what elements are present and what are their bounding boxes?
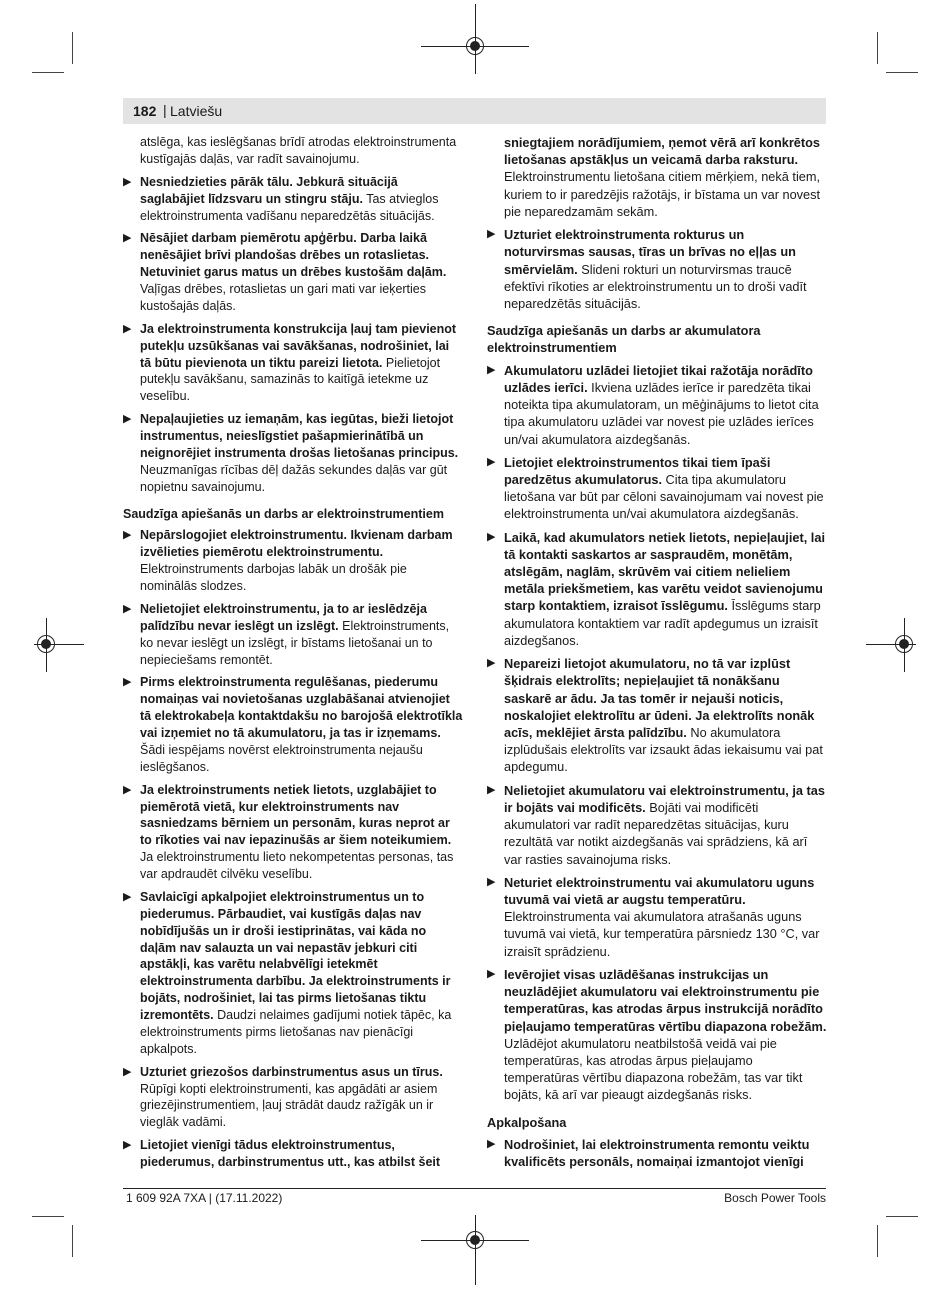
registration-line <box>475 1215 476 1285</box>
bullet-arrow-icon: ▶ <box>123 529 132 542</box>
list-item <box>487 362 827 448</box>
bullet-arrow-icon: ▶ <box>487 1137 496 1150</box>
item-text: Ikviena uzlādes ierīce ir paredzēta tikai noteikta tipa akumulatoram, un mēģinājums to lietot cita tipa akumulatoru uzlādei var novest pie uzlādes ierīces un/vai akumulatora aizdegšanās. <box>504 379 819 447</box>
item-text: Bojāti vai modificēti akumulatori var radīt neparedzētas situācijas, kuru rezultātā var notikt aizdegšanās vai sprādziens, kā arī var rasties savainojuma risks. <box>504 799 808 867</box>
list-item <box>123 174 463 225</box>
item-text: Elektroinstrumenta vai akumulatora atrašanās uguns tuvumā vai vietā, kur temperatūra pārsniedz 130 °C, var izraisīt sprādzienu. <box>504 909 820 959</box>
crop-mark <box>32 72 64 73</box>
left-column <box>123 134 463 1177</box>
header-language: Latviešu <box>170 103 223 119</box>
bullet-arrow-icon: ▶ <box>487 875 496 888</box>
item-text: Neuzmanīgas rīcības dēļ dažās sekundes daļās var gūt nopietnu savainojumu. <box>140 462 448 494</box>
crop-mark <box>886 72 918 73</box>
bullet-arrow-icon: ▶ <box>123 890 132 903</box>
item-bold-text: Uzturiet griezošos darbinstrumentus asus un tīrus. <box>140 1064 443 1079</box>
list-item <box>123 321 463 405</box>
item-bold-text: Lietojiet elektroinstrumentos tikai tiem īpaši paredzētus akumulatorus. <box>504 454 771 487</box>
bullet-arrow-icon: ▶ <box>123 175 132 188</box>
crop-mark <box>877 1225 878 1257</box>
item-bold-text: Akumulatoru uzlādei lietojiet tikai ražotāja norādīto uzlādes ierīci. <box>504 362 813 395</box>
item-bold-text: Neturiet elektroinstrumentu vai akumulatoru uguns tuvumā vai vietā ar augstu temperatūru. <box>504 874 815 907</box>
list-item <box>123 782 463 883</box>
list-item <box>123 601 463 669</box>
item-text: Pielietojot putekļu savākšanu, samazinās to kaitīgā ietekme uz veselību. <box>140 355 441 404</box>
safety-list <box>487 226 827 312</box>
item-bold-text: Nepaļaujieties uz iemaņām, kas iegūtas, bieži lietojot instrumentus, neieslīgstiet pašapmierinātībā un neignorējiet instrumenta drošas lietošanas principus. <box>140 412 459 460</box>
bullet-arrow-icon: ▶ <box>123 602 132 615</box>
bullet-arrow-icon: ▶ <box>487 657 496 670</box>
bullet-arrow-icon: ▶ <box>123 1065 132 1078</box>
bullet-arrow-icon: ▶ <box>123 1139 132 1152</box>
brand-name: Bosch Power Tools <box>724 1191 826 1205</box>
item-text: Daudzi nelaimes gadījumi notiek tāpēc, ka elektroinstruments pirms lietošanas nav pienācīgi apkalpots. <box>140 1008 452 1056</box>
item-bold-text: Nēsājiet darbam piemērotu apģērbu. Darba laikā nenēsājiet brīvi plandošas drēbes un rotaslietas. Netuviniet garus matus un drēbes kustošām daļām. <box>140 231 447 280</box>
list-item <box>487 454 827 523</box>
continued-paragraph <box>504 134 827 220</box>
list-item <box>123 674 463 775</box>
item-text: Elektroinstruments, ko nevar ieslēgt un izslēgt, ir bīstams lietošanai un to nepieciešams remontēt. <box>140 618 450 667</box>
item-text: Ja elektroinstrumentu lieto nekompetentas personas, tas var apdraudēt cilvēku veselību. <box>140 850 454 881</box>
item-bold-text: Lietojiet vienīgi tādus elektroinstrumentus, piederumus, darbinstrumentus utt., kas atbilst šeit <box>140 1138 441 1169</box>
item-bold-text: Uzturiet elektroinstrumenta rokturus un noturvirsmas sausas, tīras un brīvas no eļļas un smērvielām. <box>504 227 796 277</box>
item-bold-text: Nesniedzieties pārāk tālu. Jebkurā situācijā saglabājiet līdzsvaru un stingru stāju. <box>140 174 398 206</box>
list-item <box>123 230 463 314</box>
list-item <box>487 529 827 650</box>
item-bold-text: Nelietojiet akumulatoru vai elektroinstrumentu, ja tas ir bojāts vai modificēts. <box>504 782 825 815</box>
section-heading: Apkalpošana <box>487 1114 567 1130</box>
item-text: No akumulatora izplūdušais elektrolīts var izsaukt ādas iekaisumu vai pat apdegumu. <box>504 725 823 775</box>
bullet-arrow-icon: ▶ <box>487 783 496 796</box>
item-bold-text: Nodrošiniet, lai elektroinstrumenta remontu veiktu kvalificēts personāls, nomaiņai izmantojot vienīgi <box>504 1136 810 1170</box>
list-item <box>487 655 827 776</box>
item-text: Rūpīgi kopti elektroinstrumenti, kas apgādāti ar asiem griezējinstrumentiem, ļauj strādāt daudz ražīgāk un ir vieglāk vadāmi. <box>140 1081 438 1130</box>
list-item <box>487 966 827 1104</box>
bullet-arrow-icon: ▶ <box>487 455 496 468</box>
safety-list <box>123 527 463 1171</box>
bullet-arrow-icon: ▶ <box>123 322 132 335</box>
continued-bold-text: sniegtajiem norādījumiem, ņemot vērā arī konkrētos lietošanas apstākļus un veicamā darba raksturu. <box>504 135 821 168</box>
continued-paragraph: atslēga, kas ieslēgšanas brīdī atrodas elektroinstrumenta kustīgajās daļās, var radīt savainojumu. <box>140 135 457 166</box>
list-item <box>123 1137 463 1171</box>
safety-list <box>487 362 827 1104</box>
list-item <box>123 527 463 595</box>
footer-rule <box>123 1188 826 1189</box>
registration-target-icon <box>466 1231 484 1249</box>
item-bold-text: Nepareizi lietojot akumulatoru, no tā var izplūst šķidrais elektrolīts; nepieļaujiet tā nonākšanu saskarē ar ādu. Ja tas tomēr ir nejauši noticis, noskalojiet elektrolītu ar ūdeni. Ja elektrolīts nonāk acīs, meklējiet ārsta palīdzību. <box>504 656 815 740</box>
crop-mark <box>32 1216 64 1217</box>
page-number: 182 <box>133 103 157 119</box>
bullet-arrow-icon: ▶ <box>123 783 132 796</box>
list-item <box>123 411 463 495</box>
section-heading: Saudzīga apiešanās un darbs ar elektroinstrumentiem <box>123 506 444 521</box>
header-separator: | <box>163 102 167 118</box>
crop-mark <box>72 1225 73 1257</box>
bullet-arrow-icon: ▶ <box>487 363 496 376</box>
list-item <box>123 889 463 1058</box>
list-item <box>487 874 827 960</box>
item-bold-text: Ja elektroinstruments netiek lietots, uzglabājiet to piemērotā vietā, kur elektroinstruments nav sasniedzams bērniem un personām, kuras neprot ar to rīkoties vai nav iepazinušās ar šiem noteikumiem. <box>140 782 452 848</box>
item-bold-text: Pirms elektroinstrumenta regulēšanas, piederumu nomaiņas vai novietošanas uzglabāšanai atvienojiet tā elektrokabeļa kontaktdakšu no barojošā elektrotīkla vai izņemiet no tā akumulatoru, ja tas ir izņemams. <box>140 675 463 740</box>
bullet-arrow-icon: ▶ <box>487 967 496 980</box>
safety-list <box>123 174 463 496</box>
item-text: Īsslēgums starp akumulatora kontaktiem var radīt apdegumus un izraisīt aizdegšanos. <box>504 598 821 648</box>
page-header <box>123 98 826 124</box>
item-text: Uzlādējot akumulatoru neatbilstošā veidā vai pie temperatūras, kas atrodas ārpus pieļaujamo temperatūras vērtību diapazona robežām, tas var tikt bojāts, kā arī var pieaugt aizdegšanās risks. <box>504 1035 803 1103</box>
item-text: Tas atvieglos elektroinstrumenta vadīšanu neparedzētās situācijās. <box>140 191 439 223</box>
item-bold-text: Ievērojiet visas uzlādēšanas instrukcijas un neuzlādējiet akumulatoru vai elektroinstrumentu pie temperatūras, kas atrodas ārpus instrukcijā norādīto pieļaujamo temperatūras vērtību diapazona robežām. <box>504 966 827 1034</box>
item-bold-text: Nelietojiet elektroinstrumentu, ja to ar ieslēdzēja palīdzību nevar ieslēgt un izslēgt. <box>140 601 427 633</box>
document-id: 1 609 92A 7XA | (17.11.2022) <box>126 1191 283 1205</box>
bullet-arrow-icon: ▶ <box>487 530 496 543</box>
list-item <box>487 782 827 868</box>
registration-target-icon <box>466 37 484 55</box>
item-text: Elektroinstruments darbojas labāk un drošāk pie nominālās slodzes. <box>140 562 407 593</box>
list-item <box>487 1136 827 1170</box>
continued-text: Elektroinstrumentu lietošana citiem mērķiem, nekā tiem, kuriem to ir paredzējis ražotājs, ir bīstama un var novest pie neparedzamām sekām. <box>504 169 821 219</box>
registration-target-icon <box>37 635 55 653</box>
item-text: Cita tipa akumulatoru lietošana var būt par cēloni savainojumam vai novest pie elektroinstrumenta un/vai akumulatora aizdegšanās. <box>504 471 824 522</box>
item-bold-text: Savlaicīgi apkalpojiet elektroinstrumentus un to piederumus. Pārbaudiet, vai kustīgās daļas nav nobīdījušās un ir droši iestiprinātas, vai kāda no daļām nav salauzta un vai nepastāv jebkuri citi apstākļi, kas varētu nelabvēlīgi ietekmēt elektroinstrumenta darbību. Ja elektroinstruments ir bojāts, nodrošiniet, lai tas pirms lietošanas tiktu izremontēts. <box>140 889 451 1022</box>
list-item <box>123 1064 463 1132</box>
item-bold-text: Nepārslogojiet elektroinstrumentu. Ikvienam darbam izvēlieties piemērotu elektroinstrumentu. <box>140 528 453 560</box>
list-item <box>487 226 827 312</box>
bullet-arrow-icon: ▶ <box>487 228 496 241</box>
bullet-arrow-icon: ▶ <box>123 413 132 426</box>
safety-list <box>487 1136 827 1170</box>
section-heading: Saudzīga apiešanās un darbs ar akumulatora elektroinstrumentiem <box>487 323 761 356</box>
crop-mark <box>877 32 878 64</box>
item-text: Šādi iespējams novērst elektroinstrumenta nejaušu ieslēgšanos. <box>140 742 423 774</box>
bullet-arrow-icon: ▶ <box>123 676 132 689</box>
crop-mark <box>886 1216 918 1217</box>
right-column <box>487 134 827 1176</box>
item-bold-text: Laikā, kad akumulators netiek lietots, nepieļaujiet, lai tā kontakti saskartos ar saspraudēm, monētām, atslēgām, naglām, skrūvēm vai citiem nelieliem metāla priekšmetiem, kas varētu veidot savienojumu starp kontaktiem, izraisot īsslēgumu. <box>504 529 825 614</box>
crop-mark <box>72 32 73 64</box>
item-text: Vaļīgas drēbes, rotaslietas un gari mati var ieķerties kustošajās daļās. <box>140 282 427 313</box>
bullet-arrow-icon: ▶ <box>123 232 132 245</box>
item-bold-text: Ja elektroinstrumenta konstrukcija ļauj tam pievienot putekļu uzsūkšanas vai savākšanas, nodrošiniet, lai tā būtu pievienota un tiktu pareizi lietota. <box>140 321 457 370</box>
item-text: Slideni rokturi un noturvirsmas traucē efektīvi rīkoties ar elektroinstrumentu un to droši vadīt neparedzētās situācijās. <box>504 261 807 311</box>
registration-target-icon <box>895 635 913 653</box>
